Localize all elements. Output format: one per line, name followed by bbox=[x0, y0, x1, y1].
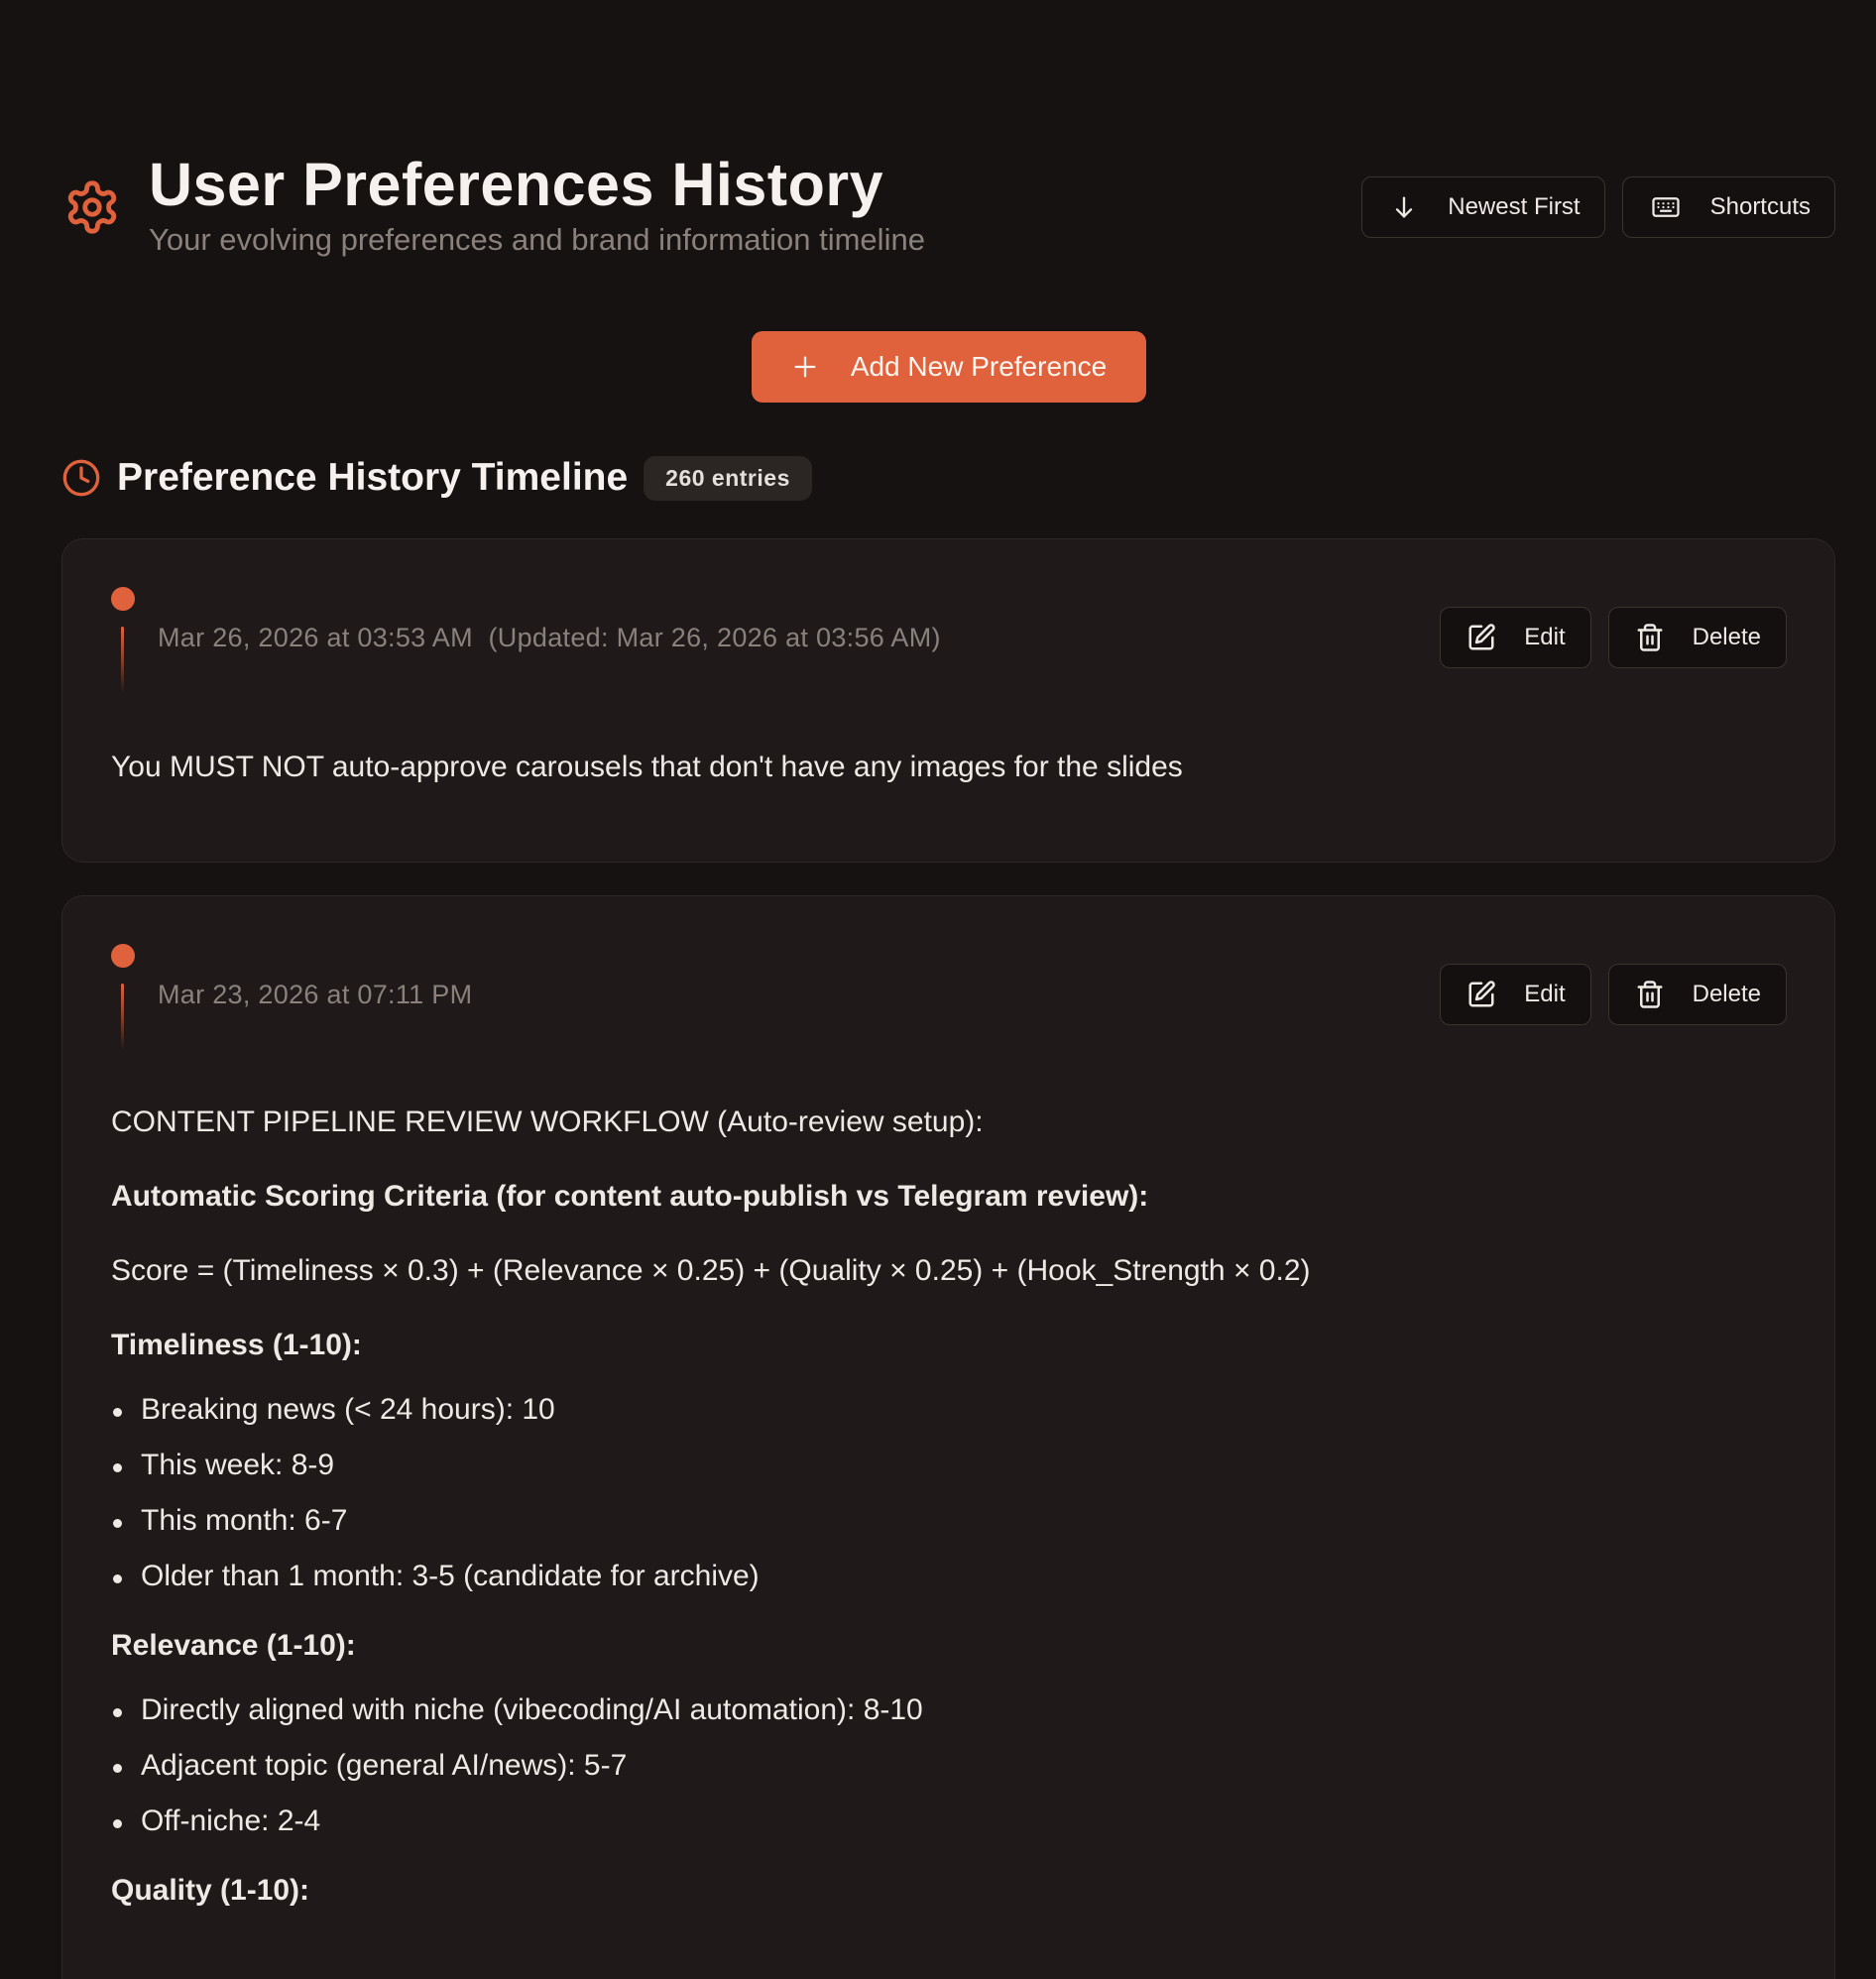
header-actions bbox=[1361, 176, 1835, 238]
delete-button[interactable] bbox=[1608, 964, 1787, 1025]
edit-icon bbox=[1466, 980, 1496, 1009]
preference-entry bbox=[61, 895, 1835, 1979]
delete-button[interactable] bbox=[1608, 607, 1787, 668]
timeline-dot bbox=[111, 944, 135, 968]
sort-order-button[interactable] bbox=[1361, 176, 1604, 238]
add-preference-label: Add New Preference bbox=[850, 351, 1108, 382]
relevance-list bbox=[111, 1692, 1786, 1839]
arrow-down-icon bbox=[1390, 193, 1418, 221]
list-item: Older than 1 month: 3-5 (candidate for archive) bbox=[141, 1559, 1786, 1594]
entry-actions bbox=[1440, 964, 1787, 1025]
list-item: This week: 8-9 bbox=[141, 1448, 1786, 1483]
timeline-connector bbox=[121, 984, 124, 1049]
header-titles bbox=[149, 149, 925, 258]
edit-label: Edit bbox=[1524, 624, 1566, 650]
timeline-header bbox=[61, 452, 812, 504]
trash-icon bbox=[1635, 980, 1665, 1009]
relevance-heading: Relevance (1-10): bbox=[111, 1629, 356, 1662]
scoring-heading: Automatic Scoring Criteria (for content auto-publish vs Telegram review): bbox=[111, 1180, 1149, 1213]
entry-date bbox=[158, 623, 941, 653]
timeline-connector bbox=[121, 627, 124, 692]
list-item: This month: 6-7 bbox=[141, 1503, 1786, 1539]
edit-icon bbox=[1466, 623, 1496, 652]
entry-count-badge: 260 entries bbox=[644, 456, 812, 501]
timeliness-heading: Timeliness (1-10): bbox=[111, 1329, 362, 1361]
shortcuts-label: Shortcuts bbox=[1709, 193, 1811, 220]
page-subtitle: Your evolving preferences and brand information timeline bbox=[149, 222, 925, 257]
shortcuts-button[interactable] bbox=[1622, 176, 1835, 238]
delete-label: Delete bbox=[1692, 981, 1761, 1007]
clock-icon bbox=[61, 458, 101, 498]
edit-button[interactable] bbox=[1440, 607, 1590, 668]
edit-button[interactable] bbox=[1440, 964, 1590, 1025]
page-header bbox=[61, 149, 1835, 268]
scoring-formula: Score = (Timeliness × 0.3) + (Relevance × 0.25) + (Quality × 0.25) + (Hook_Strength × 0.2) bbox=[111, 1254, 1311, 1287]
edit-label: Edit bbox=[1524, 981, 1566, 1007]
entry-created-date: Mar 26, 2026 at 03:53 AM bbox=[158, 623, 473, 652]
entry-text: You MUST NOT auto-approve carousels that don't have any images for the slides bbox=[111, 751, 1183, 783]
entry-created-date: Mar 23, 2026 at 07:11 PM bbox=[158, 980, 473, 1009]
entry-updated-date: (Updated: Mar 26, 2026 at 03:56 AM) bbox=[488, 623, 941, 652]
quality-heading: Quality (1-10): bbox=[111, 1874, 310, 1907]
entry-actions bbox=[1440, 607, 1787, 668]
plus-icon bbox=[791, 353, 819, 381]
timeline-title: Preference History Timeline bbox=[117, 456, 629, 499]
delete-label: Delete bbox=[1692, 624, 1761, 650]
list-item: Breaking news (< 24 hours): 10 bbox=[141, 1392, 1786, 1428]
list-item: Off-niche: 2-4 bbox=[141, 1804, 1786, 1839]
preference-entry bbox=[61, 538, 1835, 863]
gear-icon bbox=[63, 178, 121, 236]
keyboard-icon bbox=[1651, 192, 1681, 222]
sort-order-label: Newest First bbox=[1448, 193, 1581, 220]
entry-intro: CONTENT PIPELINE REVIEW WORKFLOW (Auto-review setup): bbox=[111, 1106, 984, 1138]
timeline-dot bbox=[111, 587, 135, 611]
timeliness-list bbox=[111, 1392, 1786, 1594]
entry-text bbox=[111, 1103, 1786, 1945]
list-item: Directly aligned with niche (vibecoding/AI automation): 8-10 bbox=[141, 1692, 1786, 1728]
page-title: User Preferences History bbox=[149, 151, 883, 218]
add-preference-button[interactable] bbox=[752, 331, 1146, 403]
trash-icon bbox=[1635, 623, 1665, 652]
list-item: Adjacent topic (general AI/news): 5-7 bbox=[141, 1748, 1786, 1784]
